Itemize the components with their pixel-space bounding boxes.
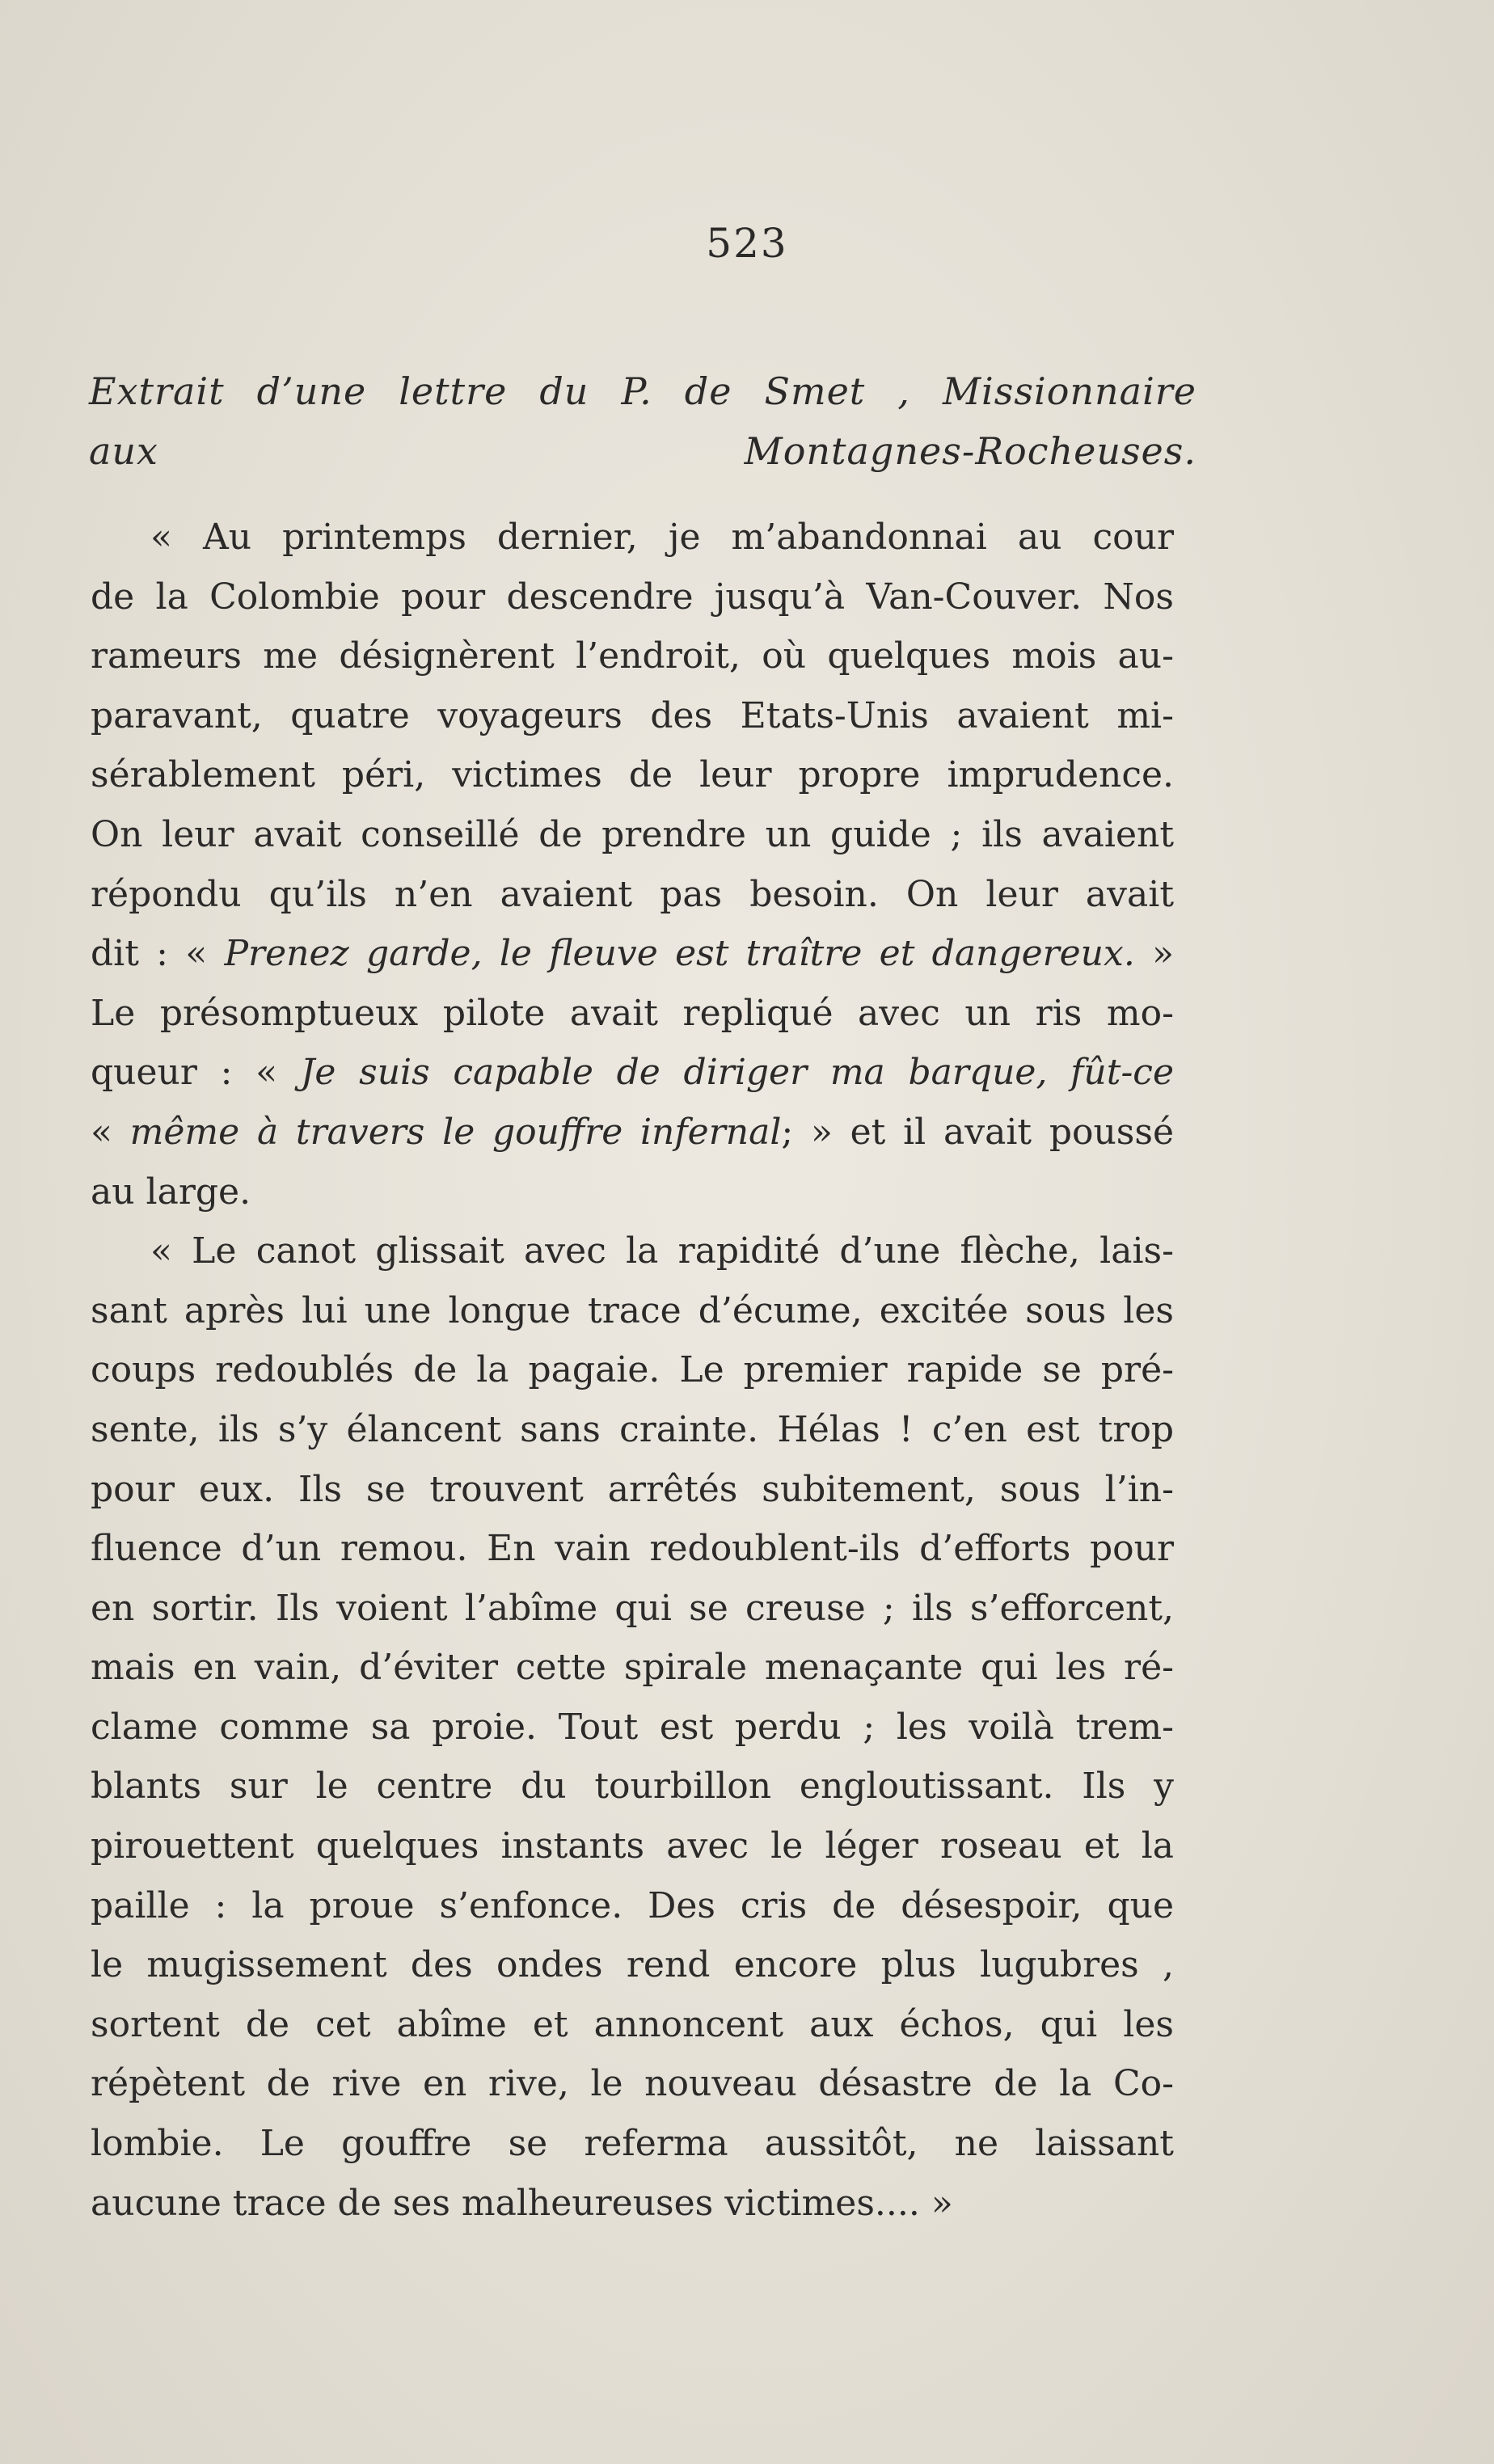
- text-line: coups redoublés de la pagaie. Le premier rapide se pré-: [91, 1349, 1174, 1391]
- text-line: sant après lui une longue trace d’écume, excitée sous les: [91, 1289, 1174, 1331]
- text-line: aucune trace de ses malheureuses victimes.... »: [91, 2182, 953, 2224]
- title-line-2: aux Montagnes-Rocheuses.: [89, 428, 1196, 473]
- text-line: « Le canot glissait avec la rapidité d’une flèche, lais-: [150, 1230, 1174, 1272]
- italic-quote: Prenez garde, le fleuve est traître et dangereux.: [224, 933, 1135, 975]
- italic-quote: Je suis capable de diriger ma barque, fût-ce: [300, 1052, 1174, 1094]
- text-segment: »: [1134, 933, 1175, 975]
- text-line: pirouettent quelques instants avec le léger roseau et la: [91, 1825, 1174, 1867]
- text-line: « Au printemps dernier, je m’abandonnai au cour: [150, 517, 1174, 558]
- text-line: le mugissement des ondes rend encore plus lugubres ,: [91, 1944, 1174, 1986]
- text-segment: queur : «: [91, 1052, 301, 1094]
- text-line: mais en vain, d’éviter cette spirale menaçante qui les ré-: [91, 1647, 1174, 1689]
- text-line: blants sur le centre du tourbillon engloutissant. Ils y: [91, 1766, 1174, 1808]
- text-line: rameurs me désignèrent l’endroit, où quelques mois au-: [91, 635, 1174, 677]
- text-line: sérablement péri, victimes de leur propre imprudence.: [91, 754, 1174, 796]
- letter-title: [89, 356, 1196, 475]
- letter-body: [91, 508, 1174, 2233]
- text-line: fluence d’un remou. En vain redoublent-ils d’efforts pour: [91, 1528, 1174, 1570]
- text-line: sente, ils s’y élancent sans crainte. Hélas ! c’en est trop: [91, 1408, 1174, 1450]
- text-line: clame comme sa proie. Tout est perdu ; les voilà trem-: [91, 1706, 1174, 1748]
- italic-quote: même à travers le gouffre infernal: [129, 1111, 782, 1153]
- text-line: [91, 924, 1174, 984]
- text-line: [91, 1043, 1174, 1103]
- title-line-1: Extrait d’une lettre du P. de Smet , Missionnaire: [89, 369, 1196, 413]
- text-segment: «: [91, 1111, 130, 1153]
- text-line: pour eux. Ils se trouvent arrêtés subitement, sous l’in-: [91, 1468, 1174, 1510]
- page-number: 523: [706, 220, 788, 267]
- text-line: paravant, quatre voyageurs des Etats-Unis avaient mi-: [91, 694, 1174, 736]
- paragraph-1: [91, 508, 1174, 1221]
- text-line: [91, 1103, 1174, 1162]
- text-line: répondu qu’ils n’en avaient pas besoin. On leur avait: [91, 873, 1174, 915]
- text-line: On leur avait conseillé de prendre un guide ; ils avaient: [91, 813, 1174, 855]
- text-segment: dit : «: [91, 933, 225, 975]
- paragraph-2: [91, 1221, 1174, 2233]
- text-line: paille : la proue s’enfonce. Des cris de désespoir, que: [91, 1884, 1174, 1926]
- text-segment: ; » et il avait poussé: [781, 1111, 1175, 1153]
- text-line: Le présomptueux pilote avait repliqué avec un ris mo-: [91, 992, 1174, 1034]
- text-line: répètent de rive en rive, le nouveau désastre de la Co-: [91, 2063, 1174, 2105]
- text-line: sortent de cet abîme et annoncent aux échos, qui les: [91, 2003, 1174, 2045]
- text-line: au large.: [91, 1171, 251, 1213]
- text-line: lombie. Le gouffre se referma aussitôt, ne laissant: [91, 2123, 1174, 2165]
- text-line: en sortir. Ils voient l’abîme qui se creuse ; ils s’efforcent,: [91, 1587, 1174, 1629]
- text-line: de la Colombie pour descendre jusqu’à Van-Couver. Nos: [91, 576, 1174, 618]
